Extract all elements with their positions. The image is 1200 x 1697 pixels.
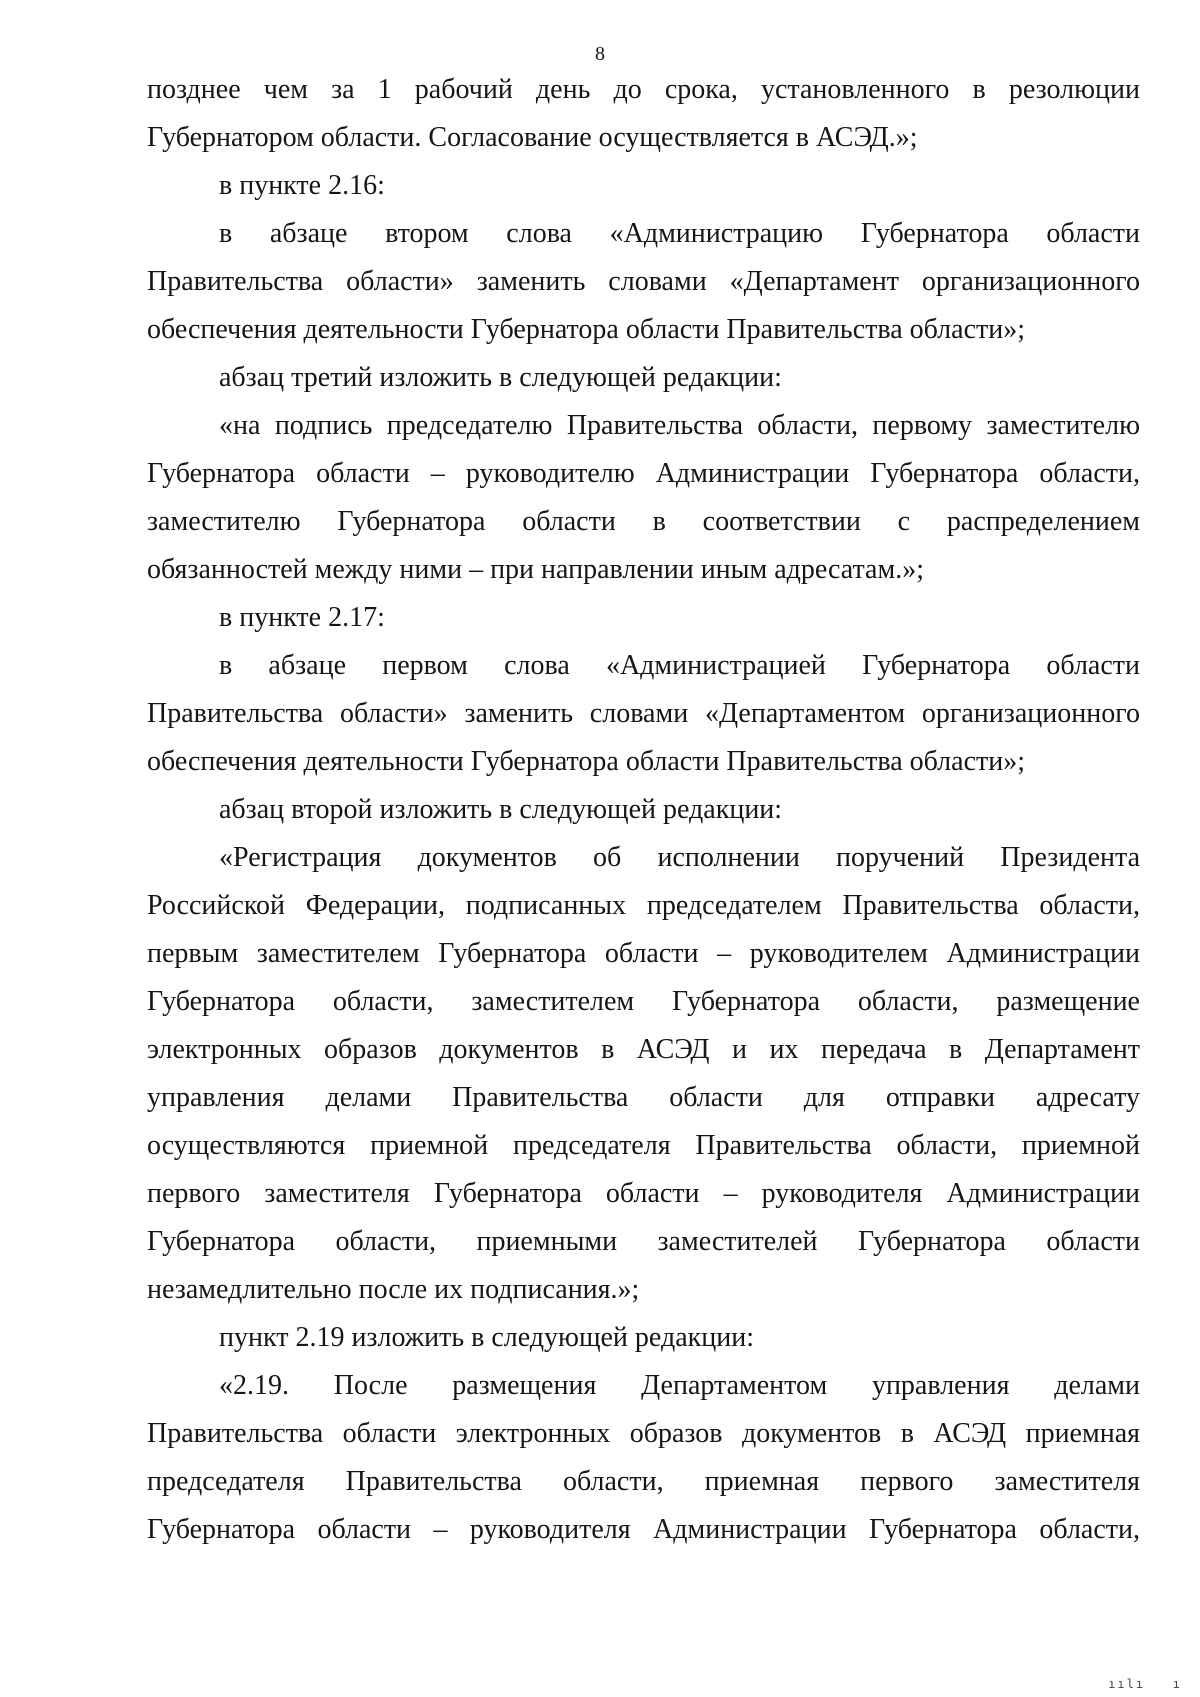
text-line: в пункте 2.17: xyxy=(219,602,385,633)
document-body xyxy=(147,66,1140,1554)
text-line: председателя Правительства области, приемная первого заместителя xyxy=(147,1466,1140,1497)
text-line: управления делами Правительства области для отправки адресату xyxy=(147,1082,1140,1113)
text-line: Губернатора области, приемными заместителей Губернатора области xyxy=(147,1226,1140,1257)
text-line: абзац третий изложить в следующей редакции: xyxy=(219,362,782,393)
text-line: обеспечения деятельности Губернатора области Правительства области»; xyxy=(147,314,1026,345)
text-line: пункт 2.19 изложить в следующей редакции: xyxy=(219,1322,754,1353)
text-line: первым заместителем Губернатора области – руководителем Администрации xyxy=(147,938,1140,969)
text-line: в пункте 2.16: xyxy=(219,170,385,201)
text-line: позднее чем за 1 рабочий день до срока, установленного в резолюции xyxy=(147,74,1140,105)
text-line: Губернатором области. Согласование осуществляется в АСЭД.»; xyxy=(147,122,918,153)
scan-artifact: ıılı ı xyxy=(1108,1677,1182,1691)
text-line: «на подпись председателю Правительства области, первому заместителю xyxy=(219,410,1140,441)
text-line: обязанностей между ними – при направлении иным адресатам.»; xyxy=(147,554,924,585)
text-line: обеспечения деятельности Губернатора области Правительства области»; xyxy=(147,746,1026,777)
text-line: Правительства области» заменить словами «Департаментом организационного xyxy=(147,698,1140,729)
text-line: «Регистрация документов об исполнении поручений Президента xyxy=(219,842,1140,873)
text-line: «2.19. После размещения Департаментом управления делами xyxy=(219,1370,1140,1401)
text-line: в абзаце первом слова «Администрацией Губернатора области xyxy=(219,650,1140,681)
text-line: Губернатора области – руководителя Администрации Губернатора области, xyxy=(147,1514,1140,1545)
text-line: осуществляются приемной председателя Правительства области, приемной xyxy=(147,1130,1140,1161)
text-line: абзац второй изложить в следующей редакции: xyxy=(219,794,783,825)
text-line: электронных образов документов в АСЭД и их передача в Департамент xyxy=(147,1034,1140,1065)
text-line: Правительства области» заменить словами «Департамент организационного xyxy=(147,266,1140,297)
text-line: заместителю Губернатора области в соответствии с распределением xyxy=(147,506,1140,537)
page-number: 8 xyxy=(595,43,605,65)
text-line: в абзаце втором слова «Администрацию Губернатора области xyxy=(219,218,1140,249)
text-line: Губернатора области, заместителем Губернатора области, размещение xyxy=(147,986,1140,1017)
text-line: Правительства области электронных образов документов в АСЭД приемная xyxy=(147,1418,1140,1449)
text-line: незамедлительно после их подписания.»; xyxy=(147,1274,640,1305)
text-line: Губернатора области – руководителю Администрации Губернатора области, xyxy=(147,458,1140,489)
text-line: Российской Федерации, подписанных председателем Правительства области, xyxy=(147,890,1140,921)
text-line: первого заместителя Губернатора области – руководителя Администрации xyxy=(147,1178,1140,1209)
